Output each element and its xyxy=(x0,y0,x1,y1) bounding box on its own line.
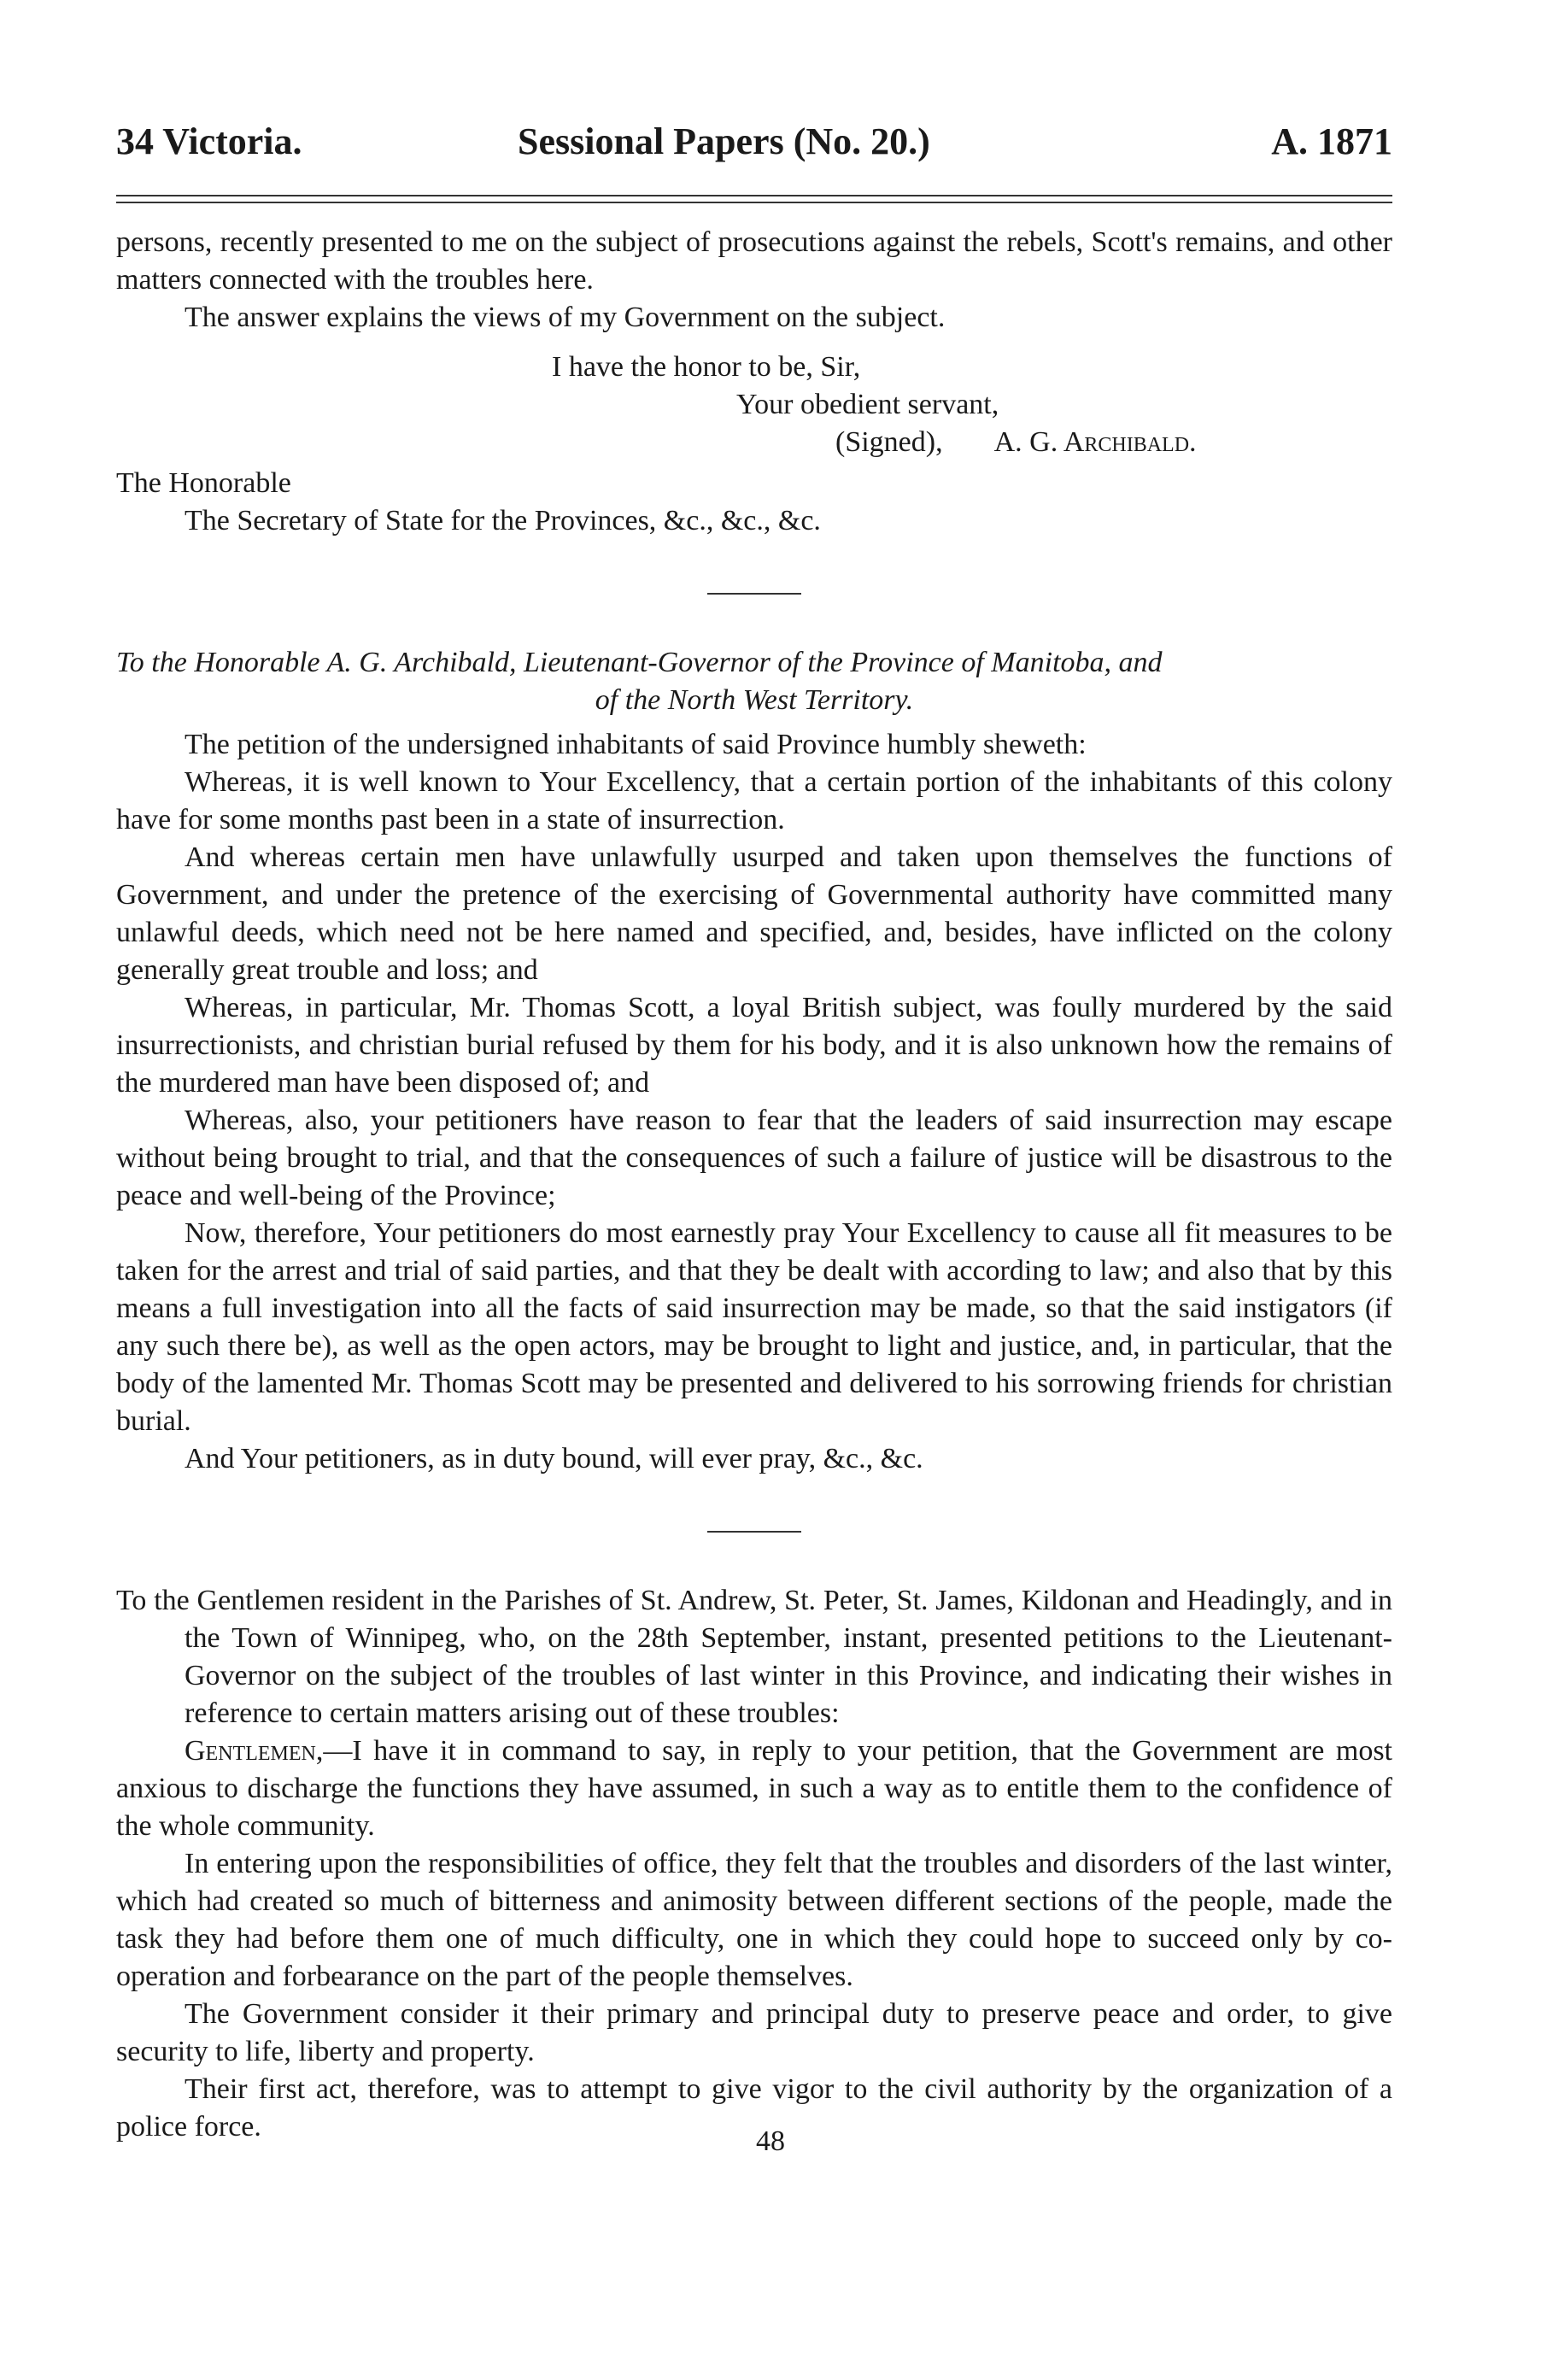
addressee-line: The Honorable xyxy=(116,467,291,499)
closing-line: I have the honor to be, Sir, xyxy=(552,351,861,383)
reply-text: —I have it in command to say, in reply to your petition, that the Government are most anxious to discharge the functions they have assumed, in such a way as to entitle them to the confidence of the whole community. xyxy=(116,1735,1392,1842)
reply-paragraph: Their first act, therefore, was to attempt to give vigor to the civil authority by the organization of a police force. xyxy=(116,2073,1392,2143)
signatory-name: A. G. Archibald. xyxy=(993,426,1197,458)
letter-paragraph: The answer explains the views of my Government on the subject. xyxy=(185,302,946,333)
reply-paragraph: In entering upon the responsibilities of office, they felt that the troubles and disorders of the last winter, which had created so much of bitterness and animosity between different sections of the people, made the task they had before them one of much difficulty, one in which they could hope to succeed only by co-operation and forbearance on the part of the people themselves. xyxy=(116,1848,1392,1992)
petition-paragraph: The petition of the undersigned inhabitants of said Province humbly sheweth: xyxy=(185,729,1087,760)
page-body xyxy=(116,224,1392,2146)
letter-paragraph: persons, recently presented to me on the subject of prosecutions against the rebels, Scott's remains, and other matters connected with the troubles here. xyxy=(116,226,1392,296)
closing-line: Your obedient servant, xyxy=(736,389,999,420)
signature-line xyxy=(116,424,1392,461)
petition-paragraph: Whereas, in particular, Mr. Thomas Scott, a loyal British subject, was foully murdered by the said insurrectionists, and christian burial refused by them for his body, and it is also unknown how the remains of the murdered man have been disposed of; and xyxy=(116,992,1392,1099)
page-number: 48 xyxy=(756,2125,785,2157)
reply-paragraph: The Government consider it their primary and principal duty to preserve peace and order, to give security to life, liberty and property. xyxy=(116,1998,1392,2067)
petition-address: of the North West Territory. xyxy=(595,684,914,716)
section-divider xyxy=(707,1531,801,1533)
section-divider xyxy=(707,593,801,595)
reply-address: To the Gentlemen resident in the Parishes of St. Andrew, St. Peter, St. James, Kildonan and Headingly, and in the Town of Winnipeg, who, on the 28th September, instant, presented petitions to the Lieutenant-Governor on the subject of the troubles of last winter in this Province, and indicating their wishes in reference to certain matters arising out of these troubles: xyxy=(116,1585,1392,1729)
salutation: Gentlemen, xyxy=(185,1735,324,1767)
petition-address: To the Honorable A. G. Archibald, Lieutenant-Governor of the Province of Manitoba, and xyxy=(116,647,1163,678)
header-volume: 34 Victoria. xyxy=(116,120,302,162)
petition-paragraph: And Your petitioners, as in duty bound, will ever pray, &c., &c. xyxy=(185,1443,923,1474)
petition-paragraph: And whereas certain men have unlawfully usurped and taken upon themselves the functions of Government, and under the pretence of the exercising of Governmental authority have committed many unlawful deeds, which need not be here named and specified, and, besides, have inflicted on the colony generally great trouble and loss; and xyxy=(116,841,1392,986)
petition-paragraph: Whereas, it is well known to Your Excellency, that a certain portion of the inhabitants of this colony have for some months past been in a state of insurrection. xyxy=(116,766,1392,835)
petition-paragraph: Now, therefore, Your petitioners do most earnestly pray Your Excellency to cause all fit measures to be taken for the arrest and trial of said parties, and that they be dealt with according to law; and also that by this means a full investigation into all the facts of said insurrection may be made, so that the said instigators (if any such there be), as well as the open actors, may be brought to light and justice, and, in particular, that the body of the lamented Mr. Thomas Scott may be presented and delivered to his sorrowing friends for christian burial. xyxy=(116,1217,1392,1437)
petition-paragraph: Whereas, also, your petitioners have reason to fear that the leaders of said insurrection may escape without being brought to trial, and that the consequences of such a failure of justice will be disastrous to the peace and well-being of the Province; xyxy=(116,1105,1392,1211)
header-rule xyxy=(116,195,1392,203)
addressee-line: The Secretary of State for the Provinces, &c., &c., &c. xyxy=(185,505,821,536)
signed-label: (Signed), xyxy=(835,426,943,458)
running-header xyxy=(116,104,1392,173)
reply-paragraph xyxy=(116,1732,1392,1845)
header-year: A. 1871 xyxy=(1271,120,1392,162)
header-title: Sessional Papers (No. 20.) xyxy=(518,120,930,162)
